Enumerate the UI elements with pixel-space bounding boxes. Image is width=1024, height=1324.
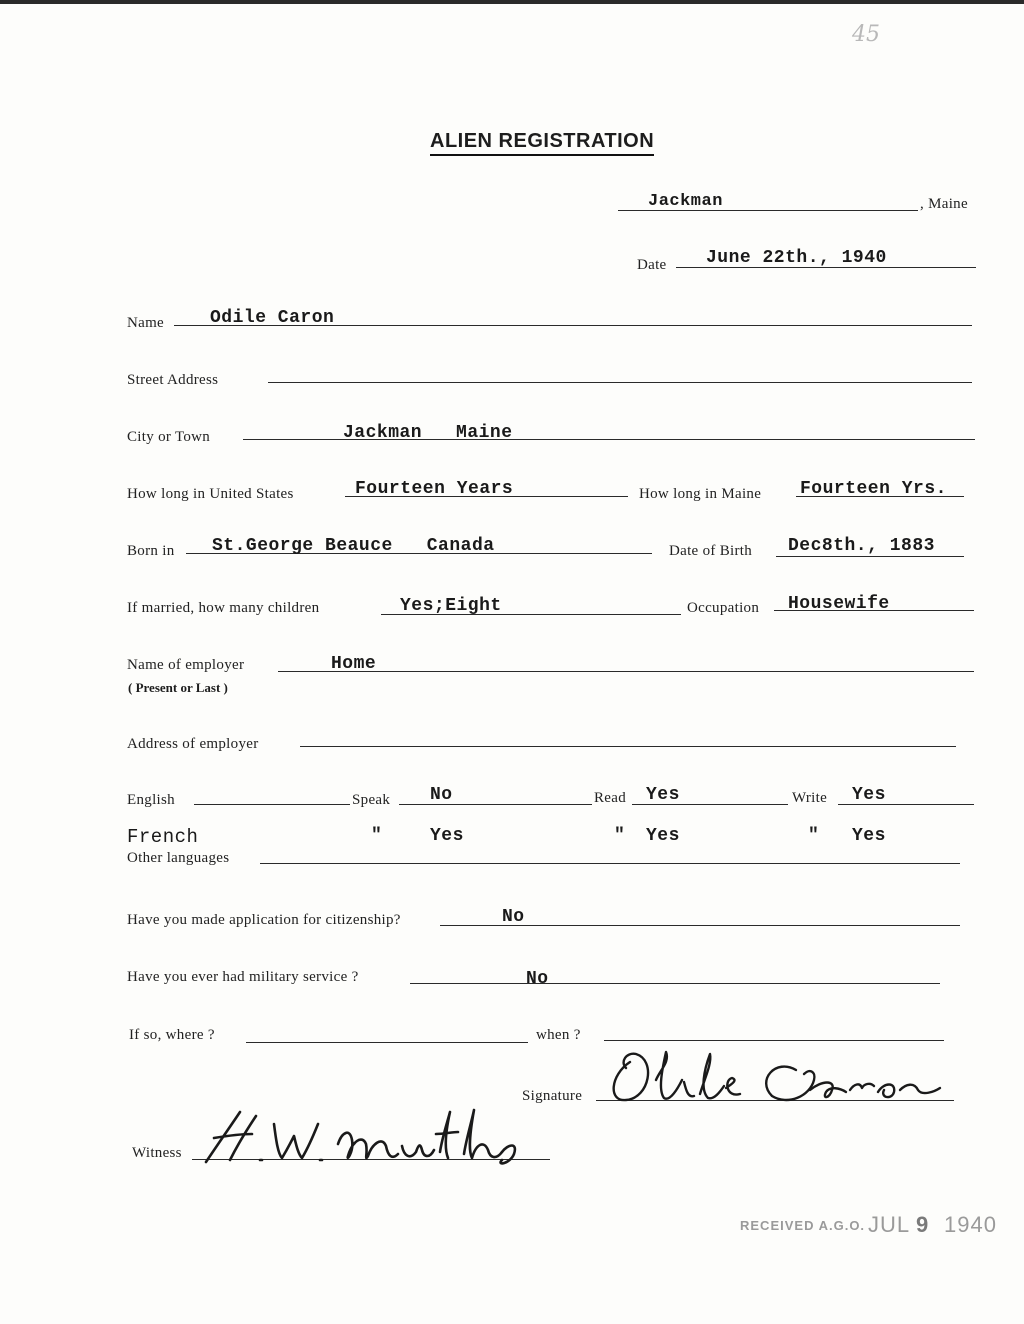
maine-residence-value: Fourteen Yrs. <box>800 479 947 499</box>
stamp-month: JUL <box>868 1212 911 1237</box>
french-write-ditto: " <box>808 826 820 846</box>
french-label: French <box>127 826 199 848</box>
street-address-line <box>268 382 972 383</box>
form-title <box>430 130 654 153</box>
english-write-value: Yes <box>852 785 886 805</box>
english-label: English <box>127 792 175 808</box>
military-label: Have you ever had military service ? <box>127 969 359 985</box>
speak-label: Speak <box>352 792 391 808</box>
french-speak-value: Yes <box>430 826 464 846</box>
english-line <box>194 804 350 805</box>
city-value: Jackman Maine <box>343 423 513 443</box>
signature-label: Signature <box>522 1088 583 1104</box>
dob-line <box>776 556 964 557</box>
service-where-line <box>246 1042 528 1043</box>
form-title-text: ALIEN REGISTRATION <box>430 130 654 156</box>
read-label: Read <box>594 790 627 806</box>
employer-address-line <box>300 746 956 747</box>
other-languages-label: Other languages <box>127 850 230 866</box>
dob-label: Date of Birth <box>669 543 753 559</box>
dob-value: Dec8th., 1883 <box>788 536 935 556</box>
city-label: City or Town <box>127 429 211 445</box>
corner-mark: 45 <box>852 22 880 47</box>
us-residence-value: Fourteen Years <box>355 479 514 499</box>
employer-address-label: Address of employer <box>127 736 259 752</box>
french-read-ditto: " <box>614 826 626 846</box>
us-residence-label: How long in United States <box>127 486 294 502</box>
french-write-value: Yes <box>852 826 886 846</box>
occupation-value: Housewife <box>788 594 890 614</box>
employer-name-note: ( Present or Last ) <box>128 680 228 695</box>
french-speak-ditto: " <box>371 826 383 846</box>
speak-line <box>399 804 592 805</box>
stamp-day: 9 <box>916 1212 930 1237</box>
employer-name-label: Name of employer <box>127 657 245 673</box>
signature-drawing <box>600 1040 960 1112</box>
service-when-label: when ? <box>536 1027 581 1043</box>
name-value: Odile Caron <box>210 308 335 328</box>
street-address-label: Street Address <box>127 372 219 388</box>
page-top-edge <box>0 0 1024 4</box>
employer-name-line <box>278 671 974 672</box>
state-label: , Maine <box>920 196 968 212</box>
born-value: St.George Beauce Canada <box>212 536 495 556</box>
town-value: Jackman <box>648 192 723 211</box>
born-label: Born in <box>127 543 175 559</box>
service-where-label: If so, where ? <box>129 1027 215 1043</box>
write-label: Write <box>792 790 828 806</box>
english-read-value: Yes <box>646 785 680 805</box>
stamp-year: 1940 <box>944 1212 997 1237</box>
witness-drawing <box>196 1104 536 1170</box>
other-languages-line <box>260 863 960 864</box>
name-label: Name <box>127 315 165 331</box>
stamp-received-text: RECEIVED A.G.O. <box>740 1218 866 1233</box>
military-line <box>410 983 940 984</box>
children-label: If married, how many children <box>127 600 320 616</box>
citizenship-label: Have you made application for citizenship? <box>127 912 401 928</box>
military-value: No <box>526 969 549 989</box>
employer-name-value: Home <box>331 654 377 674</box>
citizenship-value: No <box>502 907 525 927</box>
maine-residence-label: How long in Maine <box>639 486 762 502</box>
occupation-label: Occupation <box>687 600 760 616</box>
children-value: Yes;Eight <box>400 596 502 616</box>
witness-label: Witness <box>132 1145 182 1161</box>
english-speak-value: No <box>430 785 453 805</box>
date-label: Date <box>637 257 667 273</box>
date-value: June 22th., 1940 <box>706 248 887 268</box>
french-read-value: Yes <box>646 826 680 846</box>
